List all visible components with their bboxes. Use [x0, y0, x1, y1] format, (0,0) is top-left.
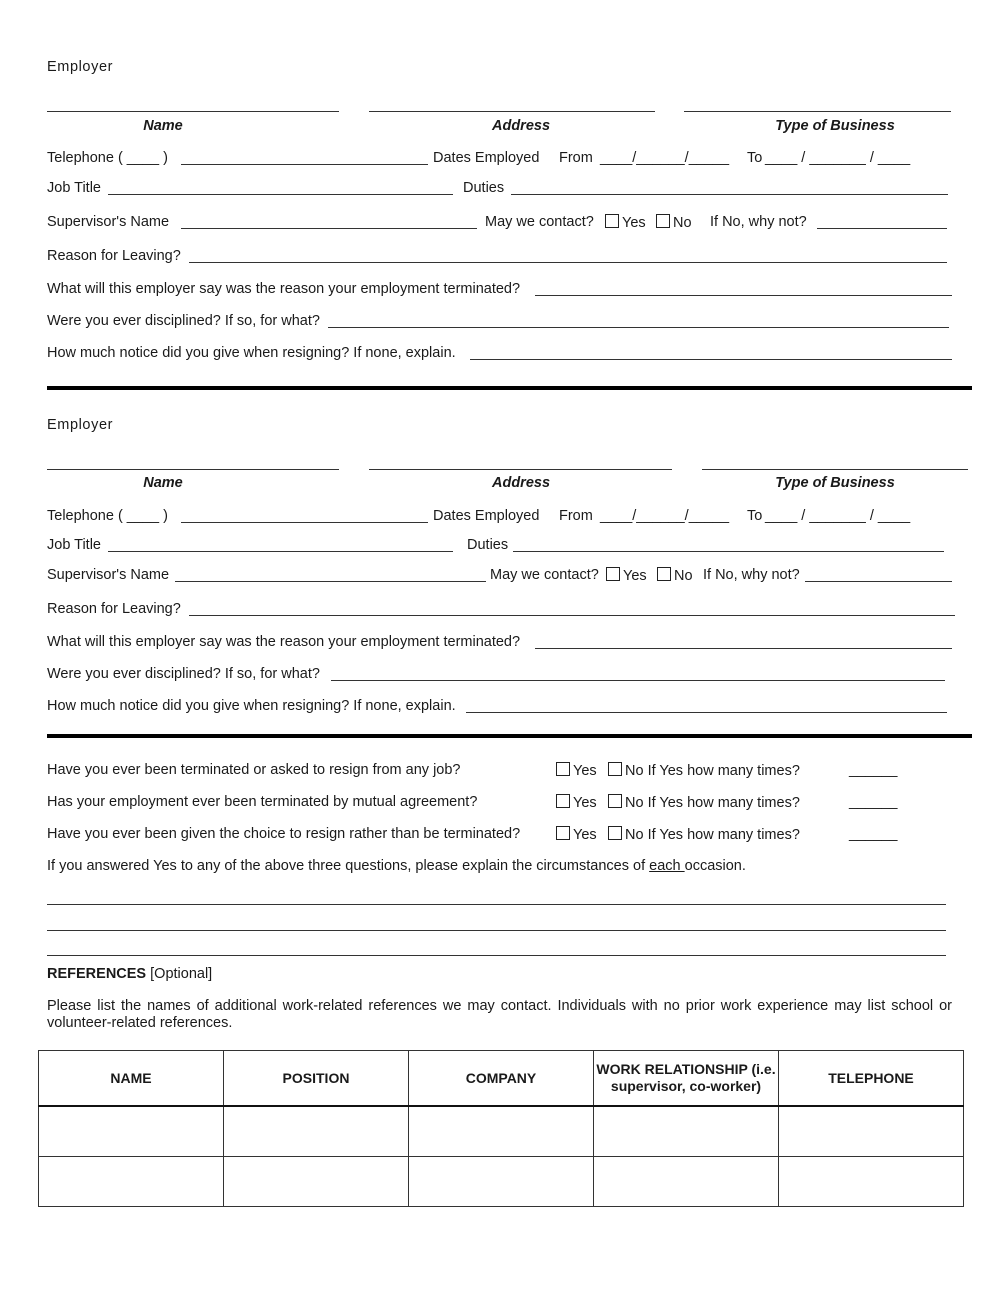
employer-1-supervisor-field[interactable]	[181, 228, 477, 229]
employer-2-address-field[interactable]	[369, 469, 672, 470]
employer-2-telephone-label: Telephone ( ____ )	[47, 508, 168, 524]
termination-q1-yes-checkbox[interactable]	[556, 762, 570, 776]
employer-2-notice-field[interactable]	[466, 712, 947, 713]
employer-1-address-field[interactable]	[369, 111, 655, 112]
ref-1-company-cell[interactable]	[409, 1106, 594, 1157]
termination-q3-yes-checkbox[interactable]	[556, 826, 570, 840]
employer-2-label: Employer	[47, 417, 114, 433]
explain-line-2[interactable]	[47, 930, 946, 931]
employer-2-say-field[interactable]	[535, 648, 952, 649]
ref-2-telephone-cell[interactable]	[779, 1157, 964, 1207]
table-row	[39, 1157, 964, 1207]
ref-1-position-cell[interactable]	[224, 1106, 409, 1157]
termination-q2-no-label: No If Yes how many times?	[625, 795, 800, 811]
references-table	[38, 1050, 964, 1207]
explain-prefix: If you answered Yes to any of the above three questions, please explain the circumstances of	[47, 858, 650, 874]
termination-explain-prompt	[47, 858, 746, 874]
employer-1-business-header: Type of Business	[775, 118, 895, 134]
employer-1-reason-field[interactable]	[189, 262, 947, 263]
ref-1-relationship-cell[interactable]	[594, 1106, 779, 1157]
employer-2-supervisor-field[interactable]	[175, 581, 486, 582]
employer-2-say-label: What will this employer say was the reason your employment terminated?	[47, 634, 521, 650]
termination-question-1: Have you ever been terminated or asked to resign from any job?	[47, 762, 461, 778]
employer-1-business-field[interactable]	[684, 111, 951, 112]
employer-1-notice-label: How much notice did you give when resigning? If none, explain.	[47, 345, 456, 361]
termination-q2-no-checkbox[interactable]	[608, 794, 622, 808]
explain-line-3[interactable]	[47, 955, 946, 956]
col-telephone-header: TELEPHONE	[779, 1051, 964, 1107]
employer-1-why-not-label: If No, why not?	[710, 214, 807, 230]
employer-2-contact-label: May we contact?	[490, 567, 599, 583]
table-row	[39, 1106, 964, 1157]
col-name-header: NAME	[39, 1051, 224, 1107]
employer-1-contact-yes-checkbox[interactable]	[605, 214, 619, 228]
termination-q2-yes-checkbox[interactable]	[556, 794, 570, 808]
employer-1-job-title-field[interactable]	[108, 194, 453, 195]
ref-2-relationship-cell[interactable]	[594, 1157, 779, 1207]
employer-2-to-field[interactable]: ____ / _______ / ____	[765, 508, 911, 524]
employer-1-notice-field[interactable]	[470, 359, 952, 360]
employer-1-from-label: From	[559, 150, 593, 166]
employer-2-business-field[interactable]	[702, 469, 968, 470]
explain-line-1[interactable]	[47, 904, 946, 905]
references-title: REFERENCES	[47, 966, 147, 982]
employer-2-why-not-field[interactable]	[805, 581, 952, 582]
employer-1-reason-label: Reason for Leaving?	[47, 248, 181, 264]
employer-1-telephone-label: Telephone ( ____ )	[47, 150, 168, 166]
employer-2-duties-label: Duties	[467, 537, 509, 553]
termination-q3-no-checkbox[interactable]	[608, 826, 622, 840]
employer-1-label: Employer	[47, 59, 114, 75]
employer-1-why-not-field[interactable]	[817, 228, 947, 229]
employer-2-supervisor-label: Supervisor's Name	[47, 567, 170, 583]
termination-q3-no-label: No If Yes how many times?	[625, 827, 800, 843]
employer-2-business-header: Type of Business	[775, 475, 895, 491]
termination-q3-yes-label: Yes	[573, 827, 597, 843]
employer-2-disciplined-field[interactable]	[331, 680, 945, 681]
termination-q1-yes-label: Yes	[573, 763, 597, 779]
employer-1-contact-no-checkbox[interactable]	[656, 214, 670, 228]
employer-2-dates-label: Dates Employed	[433, 508, 540, 524]
employer-1-duties-field[interactable]	[511, 194, 948, 195]
section-divider	[47, 734, 972, 738]
employer-1-say-field[interactable]	[535, 295, 952, 296]
ref-1-name-cell[interactable]	[39, 1106, 224, 1157]
employer-1-to-label: To	[747, 150, 763, 166]
employer-2-disciplined-label: Were you ever disciplined? If so, for what?	[47, 666, 320, 682]
employer-1-dates-label: Dates Employed	[433, 150, 540, 166]
employer-1-address-header: Address	[491, 118, 551, 134]
references-header-row	[39, 1051, 964, 1107]
explain-each: each	[649, 858, 685, 874]
employer-1-disciplined-field[interactable]	[328, 327, 949, 328]
section-divider	[47, 386, 972, 390]
col-relationship-header: WORK RELATIONSHIP (i.e. supervisor, co-worker)	[594, 1051, 779, 1107]
employer-2-duties-field[interactable]	[513, 551, 944, 552]
termination-q1-no-checkbox[interactable]	[608, 762, 622, 776]
employer-1-contact-no-label: No	[673, 215, 692, 231]
col-company-header: COMPANY	[409, 1051, 594, 1107]
employer-1-contact-yes-label: Yes	[622, 215, 646, 231]
employer-1-from-field[interactable]: ____/______/_____	[600, 150, 730, 166]
termination-q3-count-field[interactable]: ______	[849, 826, 898, 842]
employer-1-duties-label: Duties	[463, 180, 505, 196]
employer-2-why-not-label: If No, why not?	[703, 567, 800, 583]
employer-2-notice-label: How much notice did you give when resigning? If none, explain.	[47, 698, 456, 714]
termination-q2-count-field[interactable]: ______	[849, 794, 898, 810]
employer-2-contact-no-checkbox[interactable]	[657, 567, 671, 581]
ref-2-name-cell[interactable]	[39, 1157, 224, 1207]
termination-q2-yes-label: Yes	[573, 795, 597, 811]
employer-2-job-title-field[interactable]	[108, 551, 453, 552]
ref-1-telephone-cell[interactable]	[779, 1106, 964, 1157]
employer-1-name-header: Name	[143, 118, 183, 134]
employer-2-contact-yes-label: Yes	[623, 568, 647, 584]
employer-2-reason-field[interactable]	[189, 615, 955, 616]
employer-2-contact-yes-checkbox[interactable]	[606, 567, 620, 581]
employer-1-say-label: What will this employer say was the reason your employment terminated?	[47, 281, 521, 297]
termination-question-2: Has your employment ever been terminated by mutual agreement?	[47, 794, 478, 810]
ref-2-company-cell[interactable]	[409, 1157, 594, 1207]
employer-1-to-field[interactable]: ____ / _______ / ____	[765, 150, 911, 166]
employer-2-from-label: From	[559, 508, 593, 524]
termination-q1-count-field[interactable]: ______	[849, 762, 898, 778]
employer-1-job-title-label: Job Title	[47, 180, 101, 196]
employer-2-contact-no-label: No	[674, 568, 693, 584]
references-optional: [Optional]	[150, 966, 213, 982]
employer-2-name-header: Name	[143, 475, 183, 491]
employer-1-supervisor-label: Supervisor's Name	[47, 214, 170, 230]
termination-q1-no-label: No If Yes how many times?	[625, 763, 800, 779]
col-position-header: POSITION	[224, 1051, 409, 1107]
employer-2-reason-label: Reason for Leaving?	[47, 601, 181, 617]
explain-suffix: occasion.	[684, 858, 746, 874]
references-instructions: Please list the names of additional work-related references we may contact. Individuals with no prior work experience may list school or volunteer-related references.	[47, 998, 952, 1031]
employer-2-name-field[interactable]	[47, 469, 339, 470]
employer-2-from-field[interactable]: ____/______/_____	[600, 508, 730, 524]
employer-2-address-header: Address	[491, 475, 551, 491]
employer-1-contact-label: May we contact?	[485, 214, 594, 230]
employer-1-disciplined-label: Were you ever disciplined? If so, for what?	[47, 313, 320, 329]
employer-2-telephone-field[interactable]	[181, 522, 428, 523]
ref-2-position-cell[interactable]	[224, 1157, 409, 1207]
employer-1-telephone-field[interactable]	[181, 164, 428, 165]
references-heading	[47, 966, 212, 982]
employer-1-name-field[interactable]	[47, 111, 339, 112]
employer-2-job-title-label: Job Title	[47, 537, 101, 553]
employer-2-to-label: To	[747, 508, 763, 524]
termination-question-3: Have you ever been given the choice to resign rather than be terminated?	[47, 826, 521, 842]
